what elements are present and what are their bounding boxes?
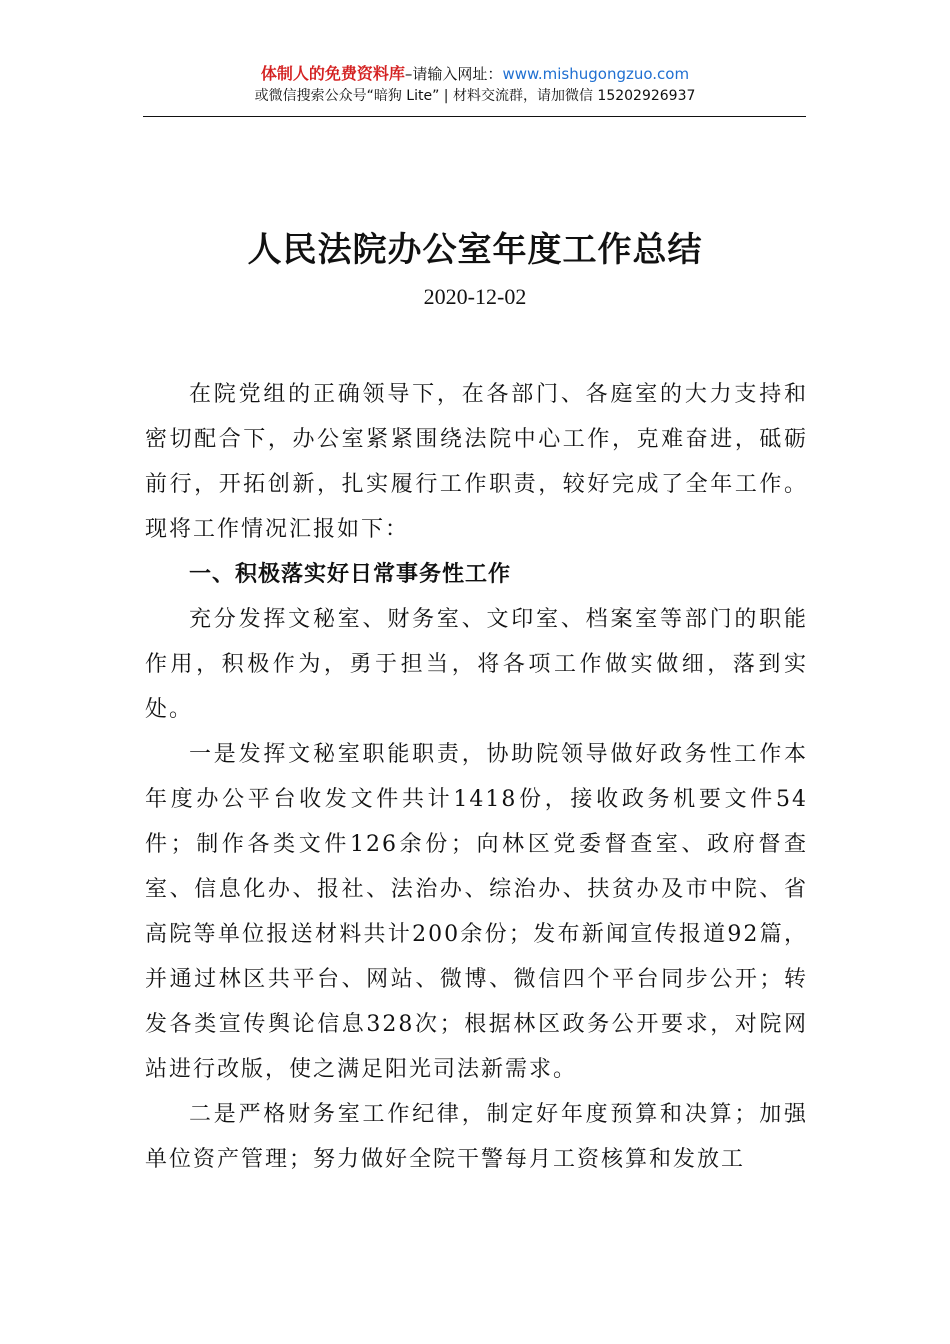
website-link[interactable]: www.mishugongzuo.com: [502, 65, 690, 83]
header-line-1: [0, 64, 950, 86]
header-divider: [143, 116, 806, 117]
section-paragraph: 充分发挥文秘室、财务室、文印室、档案室等部门的职能作用，积极作为，勇于担当，将各项工作做实做细，落到实处。: [145, 607, 808, 722]
document-title: 人民法院办公室年度工作总结: [247, 230, 703, 270]
section-heading: 一、积极落实好日常事务性工作: [189, 562, 512, 587]
intro-paragraph: 在院党组的正确领导下，在各部门、各庭室的大力支持和密切配合下，办公室紧紧围绕法院中心工作，克难奋进，砥砺前行，开拓创新，扎实履行工作职责，较好完成了全年工作。现将工作情况汇报如下：: [145, 382, 808, 542]
section-paragraph: 二是严格财务室工作纪律，制定好年度预算和决算；加强单位资产管理；努力做好全院干警每月工资核算和发放工: [145, 1102, 808, 1172]
page-header: [0, 64, 950, 106]
document-date: 2020-12-02: [423, 284, 527, 309]
brand-name: 体制人的免费资料库: [260, 64, 405, 83]
document-body: [145, 372, 808, 1182]
section-paragraph: 一是发挥文秘室职能职责，协助院领导做好政务性工作本年度办公平台收发文件共计1418份，接收政务机要文件54件；制作各类文件126余份；向林区党委督查室、政府督查室、信息化办、报社、法治办、综治办、扶贫办及市中院、省高院等单位报送材料共计200余份；发布新闻宣传报道92篇，并通过林区共平台、网站、微博、微信四个平台同步公开；转发各类宣传舆论信息328次；根据林区政务公开要求，对院网站进行改版，使之满足阳光司法新需求。: [145, 742, 808, 1082]
header-line-2: 或微信搜索公众号“暗狗 Lite” | 材料交流群，请加微信 15202926937: [254, 88, 696, 104]
url-prompt: –请输入网址：: [404, 65, 503, 83]
